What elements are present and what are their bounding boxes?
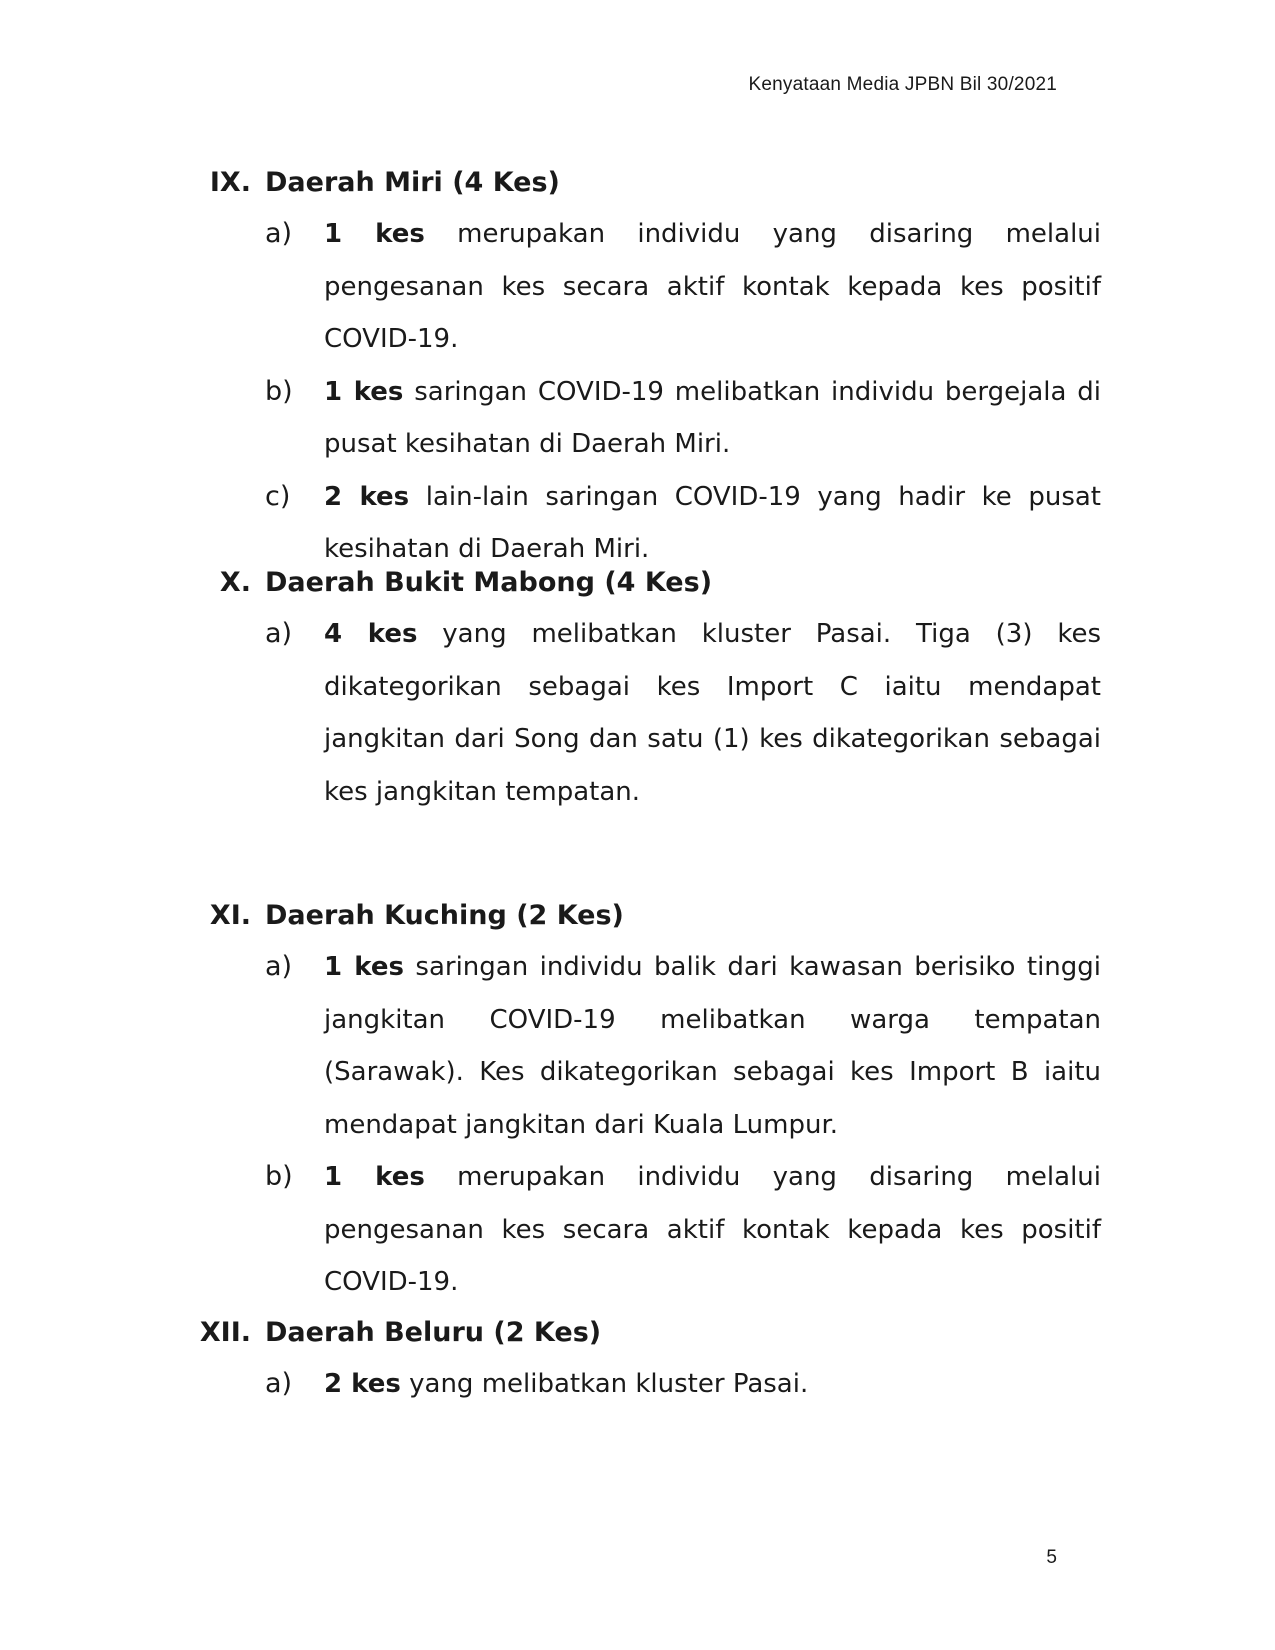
item-marker: b) xyxy=(265,375,293,407)
item-text xyxy=(324,941,1101,1151)
case-count: 1 kes xyxy=(324,952,404,982)
item-body: yang melibatkan kluster Pasai. Tiga (3) kes dikategorikan sebagai kes Import C iaitu mendapat jangkitan dari Song dan satu (1) kes dikategorikan sebagai kes jangkitan tempatan. xyxy=(324,619,1101,807)
case-count: 2 kes xyxy=(324,1369,401,1399)
item-text xyxy=(324,1151,1101,1309)
section-xii xyxy=(0,1308,1275,1411)
list-item xyxy=(0,1151,1275,1309)
section-numeral: IX. xyxy=(209,167,251,198)
section-title: Daerah Kuching (2 Kes) xyxy=(265,900,624,931)
item-marker: a) xyxy=(265,618,293,649)
item-body: merupakan individu yang disaring melalui pengesanan kes secara aktif kontak kepada kes positif COVID-19. xyxy=(324,219,1101,354)
case-count: 2 kes xyxy=(324,481,410,512)
item-text xyxy=(324,608,1101,818)
section-heading xyxy=(0,1308,1275,1358)
section-title: Daerah Bukit Mabong (4 Kes) xyxy=(265,567,713,598)
case-count: 4 kes xyxy=(324,619,418,649)
case-count: 1 kes xyxy=(324,219,425,249)
section-title: Daerah Beluru (2 Kes) xyxy=(265,1317,602,1348)
item-body: merupakan individu yang disaring melalui pengesanan kes secara aktif kontak kepada kes positif COVID-19. xyxy=(324,1162,1101,1297)
item-marker: c) xyxy=(265,480,291,512)
section-heading xyxy=(0,891,1275,941)
section-heading xyxy=(0,558,1275,608)
section-numeral: XII. xyxy=(199,1317,251,1348)
item-body: saringan COVID-19 melibatkan individu bergejala di pusat kesihatan di Daerah Miri. xyxy=(324,376,1101,459)
section-x xyxy=(0,558,1275,818)
section-ix xyxy=(0,158,1275,576)
section-heading xyxy=(0,158,1275,208)
list-item xyxy=(0,608,1275,818)
case-count: 1 kes xyxy=(324,1162,425,1192)
section-numeral: XI. xyxy=(209,900,251,931)
list-item xyxy=(0,366,1275,471)
item-marker: a) xyxy=(265,218,293,249)
list-item xyxy=(0,941,1275,1151)
item-body: yang melibatkan kluster Pasai. xyxy=(400,1369,809,1399)
item-text xyxy=(324,366,1101,471)
item-body: saringan individu balik dari kawasan berisiko tinggi jangkitan COVID-19 melibatkan warga tempatan (Sarawak). Kes dikategorikan sebagai kes Import B iaitu mendapat jangkitan dari Kuala Lumpur. xyxy=(324,952,1101,1140)
item-marker: a) xyxy=(265,951,293,982)
list-item xyxy=(0,208,1275,366)
page-number: 5 xyxy=(1046,1547,1057,1568)
section-numeral: X. xyxy=(219,567,251,598)
item-text xyxy=(324,208,1101,366)
item-body: lain-lain saringan COVID-19 yang hadir ke pusat kesihatan di Daerah Miri. xyxy=(324,481,1101,564)
item-text xyxy=(324,1358,1101,1411)
section-xi xyxy=(0,891,1275,1309)
item-marker: b) xyxy=(265,1161,293,1192)
section-title: Daerah Miri (4 Kes) xyxy=(265,167,560,198)
list-item xyxy=(0,1358,1275,1411)
case-count: 1 kes xyxy=(324,376,404,407)
item-marker: a) xyxy=(265,1368,293,1399)
running-header: Kenyataan Media JPBN Bil 30/2021 xyxy=(748,74,1057,95)
